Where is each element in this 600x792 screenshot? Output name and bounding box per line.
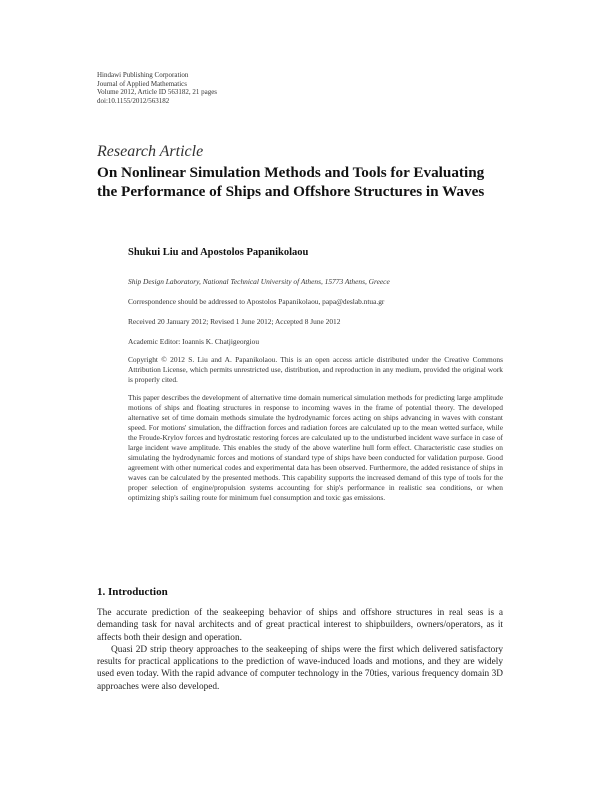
publisher: Hindawi Publishing Corporation <box>97 71 189 79</box>
paper-title: On Nonlinear Simulation Methods and Tools for Evaluating the Performance of Ships and Offshore Structures in Waves <box>97 164 485 200</box>
section-body <box>97 607 503 693</box>
volume-info: Volume 2012, Article ID 563182, 21 pages <box>97 88 218 97</box>
copyright-notice: Copyright © 2012 S. Liu and A. Papanikolaou. This is an open access article distributed under the Creative Commons Attribution License, which permits unrestricted use, distribution, and reproduction in any medium, provided the original work is properly cited. <box>128 355 503 384</box>
correspondence: Correspondence should be addressed to Apostolos Papanikolaou, papa@deslab.ntua.gr <box>128 297 385 306</box>
article-type: Research Article <box>97 143 204 160</box>
doi: doi:10.1155/2012/563182 <box>97 96 170 105</box>
paragraph: Quasi 2D strip theory approaches to the seakeeping of ships were the first which delivered satisfactory results for practical applications to the prediction of wave-induced loads and motions, and they are widely used even today. With the rapid advance of computer technology in the 70ties, various frequency domain 3D approaches were also developed. <box>97 644 503 692</box>
section-heading: 1. Introduction <box>97 586 168 598</box>
journal-name: Journal of Applied Mathematics <box>97 79 188 88</box>
dates: Received 20 January 2012; Revised 1 June 2012; Accepted 8 June 2012 <box>128 317 341 326</box>
academic-editor: Academic Editor: Ioannis K. Chatjigeorgiou <box>128 337 260 346</box>
affiliation: Ship Design Laboratory, National Technical University of Athens, 15773 Athens, Greece <box>128 277 390 286</box>
paragraph: The accurate prediction of the seakeeping behavior of ships and offshore structures in real seas is a demanding task for naval architects and of great practical interest to shipbuilders, owners/operators, as it affects both their design and operation. <box>97 608 503 643</box>
journal-header <box>97 71 217 105</box>
authors: Shukui Liu and Apostolos Papanikolaou <box>128 247 309 258</box>
abstract: This paper describes the development of alternative time domain numerical simulation methods for predicting large amplitude motions of ships and floating structures in response to incoming waves in the frame of potential theory. The developed alternative set of time domain methods simulate the hydrodynamic forces acting on ships advancing in waves with constant speed. For motions' simulation, the diffraction forces and radiation forces are calculated up to the mean wetted surface, while the Froude-Krylov forces and hydrostatic restoring forces are calculated up to the undisturbed incident wave surface in case of large incident wave amplitude. This enables the study of the above waterline hull form effect. Characteristic case studies on simulating the hydrodynamic forces and motions of standard type of ships have been conducted for validation purpose. Good agreement with other numerical codes and experimental data has been observed. Furthermore, the added resistance of ships in waves can be calculated by the presented methods. This capability supports the increased demand of this type of tools for the proper selection of engine/propulsion systems accounting for ship's performance in realistic sea conditions, or when optimizing ship's sailing route for minimum fuel consumption and toxic gas emissions. <box>128 393 503 502</box>
